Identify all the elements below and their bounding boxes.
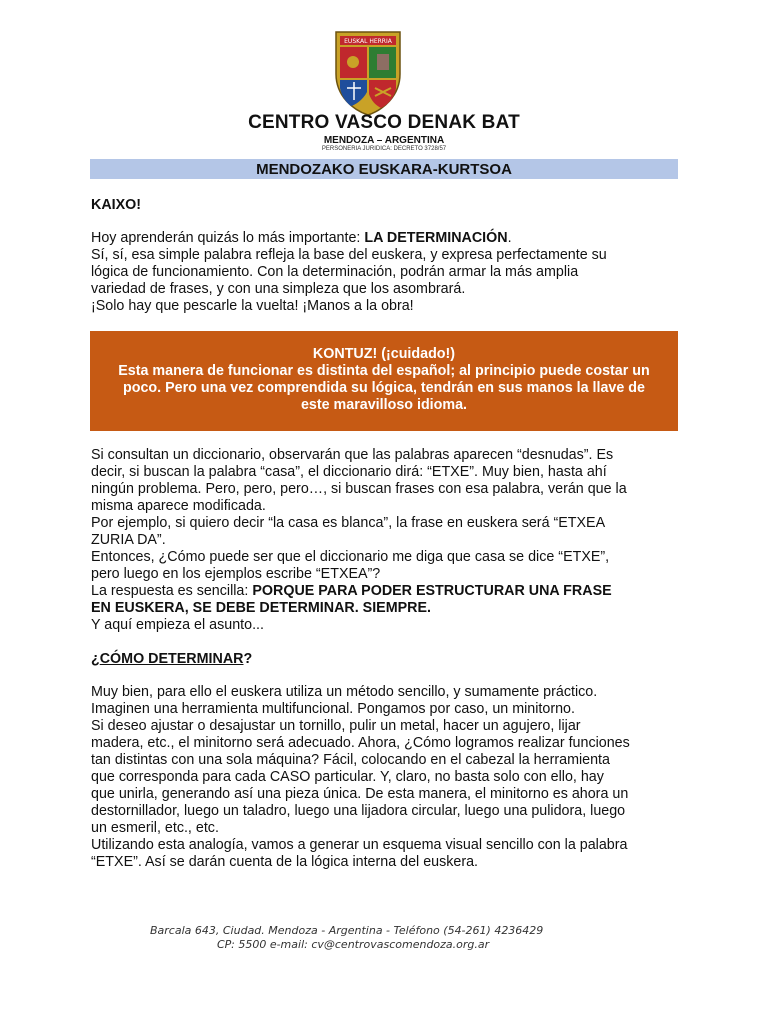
crest-text: EUSKAL HERRIA <box>344 38 392 45</box>
greeting: KAIXO! <box>91 197 142 213</box>
dictionary-paragraph: Si consultan un diccionario, observarán que las palabras aparecen “desnudas”. Es decir, si buscan la palabra “casa”, el diccionario dirá: “ETXE”. Muy bien, hasta ahí ningún problema. Pero, pero, pero…, si buscan frases con esa palabra, verán que la misma aparece modificada. Por ejemplo, si quiero decir “la casa es blanca”, la frase en euskera será “ETXEA ZURIA DA”. Entonces, ¿Cómo puede ser que el diccionario me diga que casa se dice “ETXE”, pero luego en los ejemplos escribe “ETXEA”? La respuesta es sencilla: PORQUE PARA PODER ESTRUCTURAR UNA FRASE EN EUSKERA, SE DEBE DETERMINAR. SIEMPRE. Y aquí empieza el asunto... <box>91 447 627 633</box>
organization-location: MENDOZA – ARGENTINA <box>323 135 445 146</box>
footer-contact <box>150 924 590 952</box>
warning-box: KONTUZ! (¡cuidado!) Esta manera de funcionar es distinta del español; al principio puede costar un poco. Pero una vez comprendida su lógica, tendrán en sus manos la llave de este maravilloso idioma. <box>90 331 678 431</box>
section-heading: ¿CÓMO DETERMINAR? <box>91 651 253 667</box>
legal-registration: PERSONERIA JURIDICA: DECRETO 3728/57 <box>321 146 447 152</box>
analogy-paragraph: Muy bien, para ello el euskera utiliza un método sencillo, y sumamente práctico. Imaginen una herramienta multifuncional. Pongamos por caso, un minitorno. Si deseo ajustar o desajustar un tornillo, pulir un metal, hacer un agujero, lijar madera, etc., el minitorno será adecuado. Ahora, ¿Cómo logramos realizar funciones tan distintas con una sola máquina? Fácil, colocando en el cabezal la herramienta que corresponda para cada CASO particular. Y, claro, no basta solo con ello, hay que unirla, generando así una pieza única. De esta manera, el minitorno es ahora un destornillador, luego un taladro, luego una lijadora circular, luego una pulidora, luego un esmeril, etc., etc. Utilizando esta analogía, vamos a generar un esquema visual sencillo con la palabra “ETXE”. Así se darán cuenta de la lógica interna del euskera. <box>91 684 630 870</box>
determination-term: LA DETERMINACIÓN <box>364 230 508 246</box>
warning-title: KONTUZ! (¡cuidado!) <box>312 346 456 362</box>
intro-paragraph: Hoy aprenderán quizás lo más importante: LA DETERMINACIÓN. Sí, sí, esa simple palabra refleja la base del euskera, y expresa perfectamente su lógica de funcionamiento. Con la determinación, podrán armar la más amplia variedad de frases, y con una simpleza que los asombrará. ¡Solo hay que pescarle la vuelta! ¡Manos a la obra! <box>91 230 607 314</box>
organization-title: CENTRO VASCO DENAK BAT <box>248 112 520 133</box>
footer-address: Barcala 643, Ciudad. Mendoza - Argentina - Teléfono (54-261) 4236429 <box>150 924 544 937</box>
footer-email: CP: 5500 e-mail: cv@centrovascomendoza.org.ar <box>217 938 490 951</box>
course-banner: MENDOZAKO EUSKARA-KURTSOA <box>90 159 678 179</box>
coat-of-arms-logo <box>333 30 403 116</box>
